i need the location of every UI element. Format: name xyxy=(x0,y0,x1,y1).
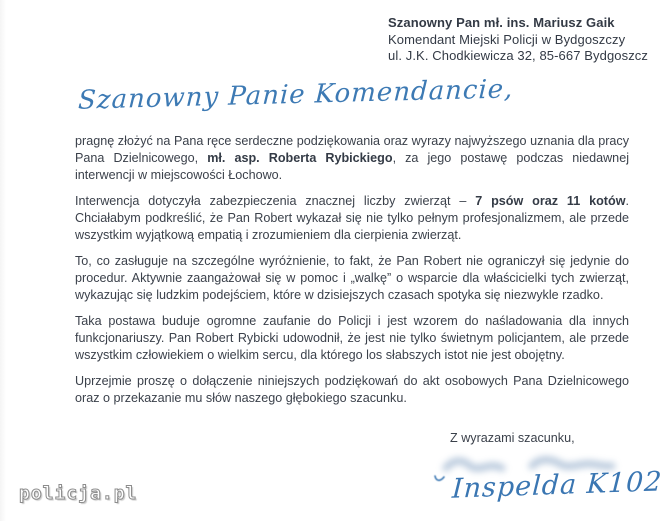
scan-edge-shadow xyxy=(0,0,6,521)
paragraph-2-text: Interwencja dotyczyła zabezpieczenia znacznej liczby zwierząt – xyxy=(75,194,476,208)
recipient-address: ul. J.K. Chodkiewicza 32, 85-667 Bydgoszcz xyxy=(388,48,648,63)
paragraph-1-text: pragnę złożyć na Pana ręce serdeczne podziękowania oraz wyrazy najwyższego uznania dla pracy Pana Dzielnicowego, xyxy=(75,134,629,165)
paragraph-2-text-end: . Chciałabym podkreślić, że Pan Robert wykazał się nie tylko pełnym profesjonalizmem, ale przede wszystkim wyjątkową empatią i zrozumieniem dla cierpienia zwierząt. xyxy=(75,194,629,242)
paragraph-1 xyxy=(75,133,629,184)
paragraph-4 xyxy=(75,313,629,364)
paragraph-1-bold: mł. asp. Roberta Rybickiego xyxy=(207,151,393,165)
handwritten-signature: Inspelda K102 xyxy=(451,466,664,505)
paragraph-1-text-end: , za jego postawę podczas niedawnej interwencji w miejscowości Łochowo. xyxy=(75,151,629,182)
recipient-block xyxy=(388,15,648,65)
paragraph-2 xyxy=(75,193,629,244)
paragraph-2-bold: 7 psów oraz 11 kotów xyxy=(475,194,626,208)
closing-salutation: Z wyrazami szacunku, xyxy=(450,431,575,445)
recipient-name: Szanowny Pan mł. ins. Mariusz Gaik xyxy=(388,15,615,30)
policja-pl-watermark: policja.pl xyxy=(19,483,138,504)
paragraph-5 xyxy=(75,373,629,407)
letter-body xyxy=(75,133,629,416)
paragraph-3 xyxy=(75,253,629,304)
paragraph-5-text: Uprzejmie proszę o dołączenie niniejszych podziękowań do akt osobowych Pana Dzielnicowego oraz o przekazanie mu słów naszego głębokiego szacunku. xyxy=(75,374,629,405)
paragraph-3-text: To, co zasługuje na szczególne wyróżnienie, to fakt, że Pan Robert nie ograniczył się jedynie do procedur. Aktywnie zaangażował się w pomoc i „walkę” o wsparcie dla właścicielki tych zwierząt, wykazując się ludzkim podejściem, które w dzisiejszych czasach spotyka się niezwykle rzadko. xyxy=(75,254,629,302)
handwritten-greeting: Szanowny Panie Komendancie, xyxy=(77,74,515,116)
signature-pen-stroke xyxy=(432,472,448,488)
recipient-title: Komendant Miejski Policji w Bydgoszczy xyxy=(388,31,626,47)
paragraph-4-text: Taka postawa buduje ogromne zaufanie do Policji i jest wzorem do naśladowania dla innych funkcjonariuszy. Pan Robert Rybicki udowodnił, że jest nie tylko świetnym policjantem, ale przede wszystkim człowiekiem o wielkim sercu, dla którego los słabszych istot nie jest obojętny. xyxy=(75,314,629,362)
